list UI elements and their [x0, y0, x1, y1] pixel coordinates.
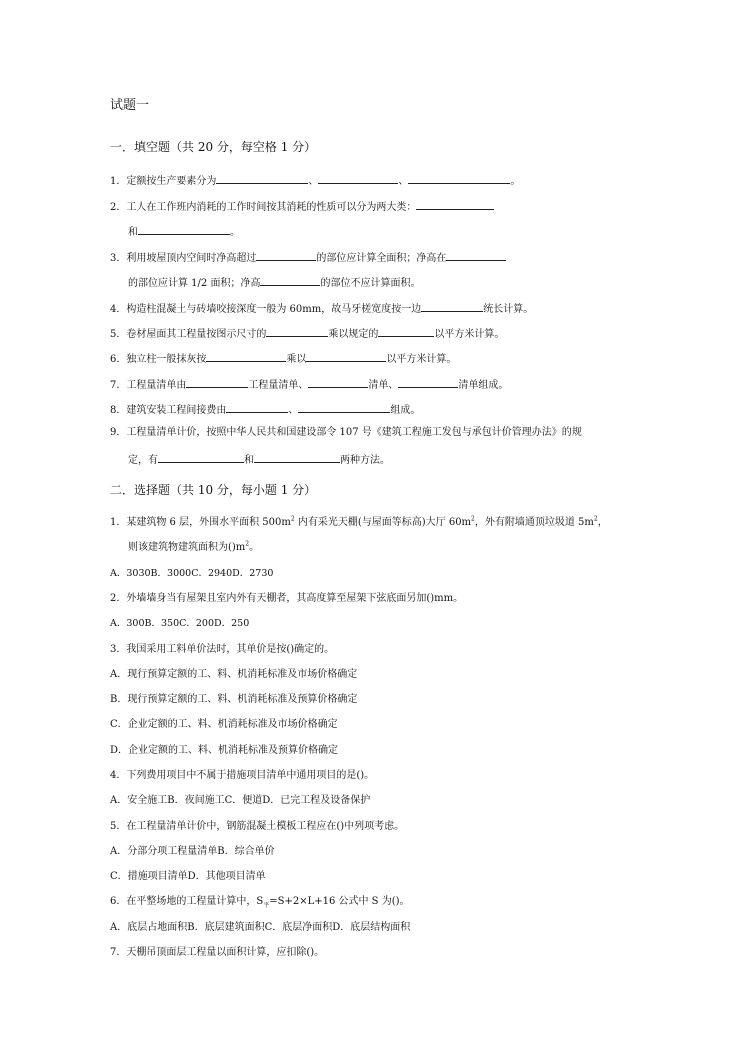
question-2-1-options: A．3030B．3000C．2940D．2730 — [110, 568, 274, 579]
question-2-2-options: A．300B．350C．200D．250 — [110, 618, 250, 629]
question-2-3-option-b: B．现行预算定额的工、料、机消耗标准及预算价格确定 — [110, 694, 358, 705]
page-title: 试题一 — [110, 98, 150, 113]
answer-blank — [416, 199, 494, 210]
answer-blank — [158, 452, 244, 463]
answer-blank — [306, 351, 386, 362]
answer-blank — [266, 326, 328, 337]
question-1-6: 6．独立柱一般抹灰按 乘以 以平方米计算。 — [110, 351, 456, 366]
question-2-3-option-c: C．企业定额的工、料、机消耗标准及市场价格确定 — [110, 719, 338, 730]
question-2-6-options: A．底层占地面积B．底层建筑面积C．底层净面积D．底层结构面积 — [110, 922, 411, 933]
question-1-5: 5．卷材屋面其工程量按图示尺寸的 乘以规定的 以平方米计算。 — [110, 326, 504, 341]
answer-blank — [421, 301, 483, 312]
question-2-7: 7．天棚吊顶面层工程量以面积计算，应扣除()。 — [110, 947, 325, 958]
question-1-9-cont: 定，有 和 两种方法。 — [128, 452, 390, 467]
question-1-2-cont: 和 。 — [128, 224, 240, 239]
answer-blank — [226, 402, 288, 413]
question-1-1: 1．定额按生产要素分为 、 、 。 — [110, 173, 520, 188]
answer-blank — [298, 402, 390, 413]
answer-blank — [254, 452, 340, 463]
answer-blank — [408, 173, 510, 184]
question-1-7: 7．工程量清单由 工程量清单、 清单、 清单组成。 — [110, 377, 508, 392]
answer-blank — [138, 224, 230, 235]
answer-blank — [186, 377, 248, 388]
question-2-3: 3．我国采用工料单价法时，其单价是按()确定的。 — [110, 644, 335, 655]
answer-blank — [216, 173, 308, 184]
question-1-3-cont: 的部位应计算 1/2 面积；净高 的部位不应计算面积。 — [128, 275, 420, 290]
question-2-3-option-d: D．企业定额的工、料、机消耗标准及预算价格确定 — [110, 745, 339, 756]
answer-blank — [260, 275, 320, 286]
question-2-5: 5．在工程量清单计价中，钢筋混凝土模板工程应在()中列项考虑。 — [110, 821, 405, 832]
question-2-5-options-ab: A．分部分项工程量清单B．综合单价 — [110, 846, 275, 857]
question-2-5-options-cd: C．措施项目清单D．其他项目清单 — [110, 871, 266, 882]
answer-blank — [318, 173, 398, 184]
answer-blank — [398, 377, 458, 388]
section-heading-fill-blank: 一．填空题（共 20 分，每空格 1 分） — [110, 140, 317, 154]
question-2-4: 4．下列费用项目中不属于措施项目清单中通用项目的是()。 — [110, 770, 375, 781]
question-2-2: 2．外墙墙身当有屋架且室内外有天棚者，其高度算至屋架下弦底面另加()mm。 — [110, 593, 464, 604]
answer-blank — [256, 250, 316, 261]
question-2-6: 6．在平整场地的工程量计算中，$S_平=S+2\times L+16$ 公式中 S 为()。 — [110, 896, 410, 909]
question-1-9: 9．工程量清单计价，按照中华人民共和国建设部令 107 号《建筑工程施工发包与承包计价管理办法》的规 — [110, 427, 582, 438]
answer-blank — [446, 250, 506, 261]
answer-blank — [378, 326, 434, 337]
question-1-2: 2．工人在工作班内消耗的工作时间按其消耗的性质可以分为两大类： — [110, 199, 494, 214]
section-heading-multiple-choice: 二．选择题（共 10 分，每小题 1 分） — [110, 483, 317, 497]
question-2-3-option-a: A．现行预算定额的工、料、机消耗标准及市场价格确定 — [110, 669, 358, 680]
answer-blank — [206, 351, 286, 362]
question-1-3: 3．利用坡屋顶内空间时净高超过 的部位应计算全面积；净高在 — [110, 250, 506, 265]
question-2-1: 1．某建筑物 6 层，外围水平面积 $500m^2$ 内有采光天棚(与屋面等标高)大厅 $60m^2$，外有附墙通顶垃圾道 $5m^2$， — [110, 515, 608, 528]
question-1-4: 4．构造柱混凝土与砖墙咬接深度一般为 60mm，故马牙槎宽度按一边 统长计算。 — [110, 301, 533, 316]
question-2-1-cont: 则该建筑物建筑面积为$()m^2$。 — [128, 540, 260, 553]
answer-blank — [308, 377, 368, 388]
question-1-8: 8．建筑安装工程间接费由 、 组成。 — [110, 402, 420, 417]
question-2-4-options: A．安全施工B．夜间施工C．便道D．已完工程及设备保护 — [110, 795, 371, 806]
